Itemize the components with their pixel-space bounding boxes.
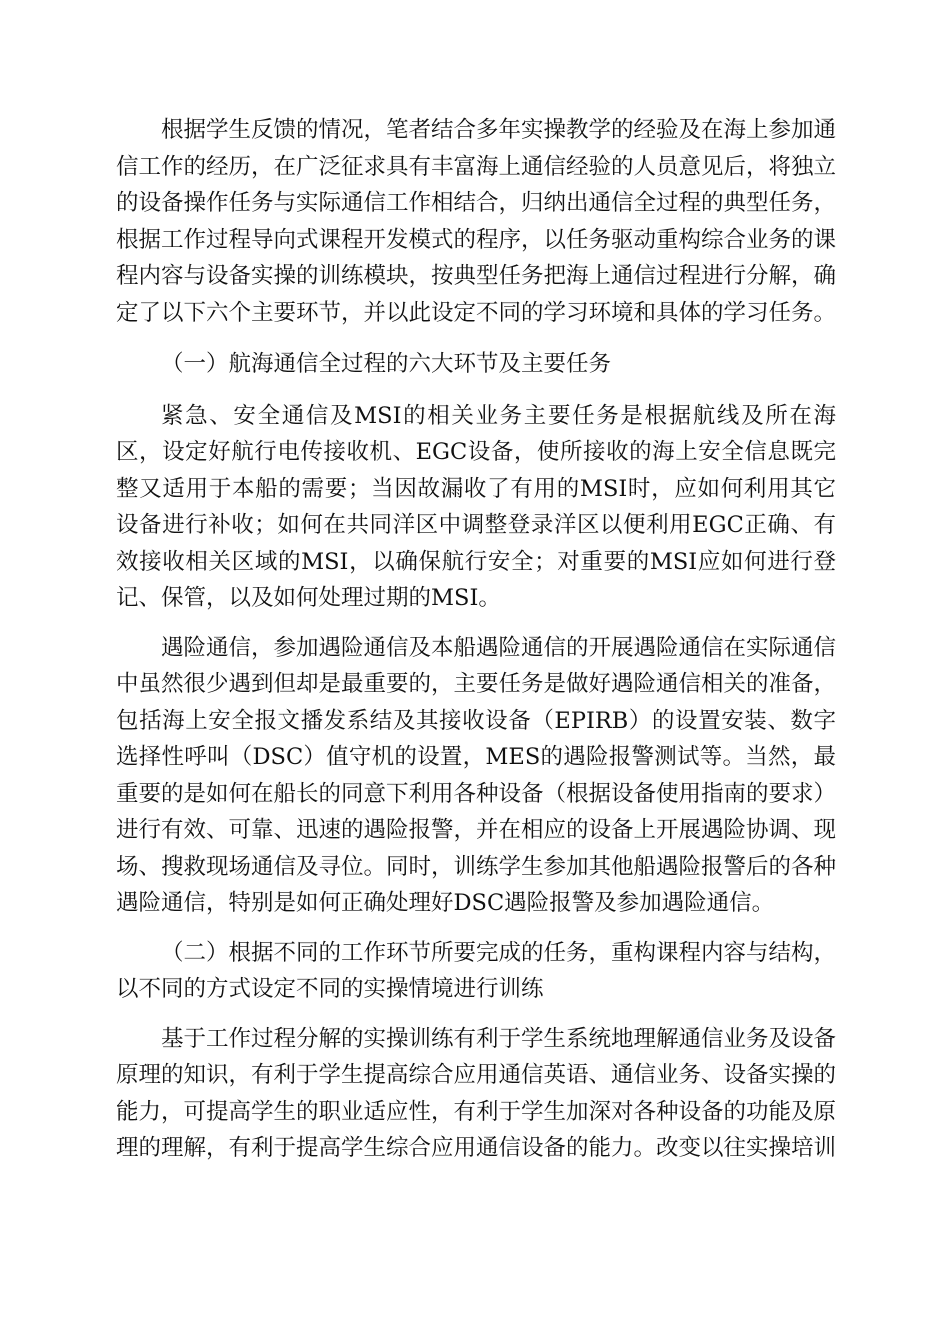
- section-heading-one: （一）航海通信全过程的六大环节及主要任务: [161, 351, 612, 377]
- document-body: [116, 112, 836, 1167]
- paragraph-msi-tasks: 紧急、安全通信及MSI的相关业务主要任务是根据航线及所在海区，设定好航行电传接收机、EGC设备，使所接收的海上安全信息既完整又适用于本船的需要；当因故漏收了有用的MSI时，应如何利用其它设备进行补收；如何在共同洋区中调整登录洋区以便利用EGC正确、有效接收相关区域的MSI，以确保航行安全；对重要的MSI应如何进行登记、保管，以及如何处理过期的MSI。: [116, 402, 836, 611]
- paragraph-distress-communication: 遇险通信，参加遇险通信及本船遇险通信的开展遇险通信在实际通信中虽然很少遇到但却是最重要的，主要任务是做好遇险通信相关的准备，包括海上安全报文播发系结及其接收设备（EPIRB）的设置安装、数字选择性呼叫（DSC）值守机的设置，MES的遇险报警测试等。当然，最重要的是如何在船长的同意下利用各种设备（根据设备使用指南的要求）进行有效、可靠、迅速的遇险报警，并在相应的设备上开展遇险协调、现场、搜救现场通信及寻位。同时，训练学生参加其他船遇险报警后的各种遇险通信，特别是如何正确处理好DSC遇险报警及参加遇险通信。: [116, 634, 837, 916]
- section-heading-two: （二）根据不同的工作环节所要完成的任务，重构课程内容与结构，以不同的方式设定不同的实操情境进行训练: [116, 939, 837, 1002]
- paragraph-intro: 根据学生反馈的情况，笔者结合多年实操教学的经验及在海上参加通信工作的经历，在广泛征求具有丰富海上通信经验的人员意见后，将独立的设备操作任务与实际通信工作相结合，归纳出通信全过程的典型任务，根据工作过程导向式课程开发模式的程序，以任务驱动重构综合业务的课程内容与设备实操的训练模块，按典型任务把海上通信过程进行分解，确定了以下六个主要环节，并以此设定不同的学习环境和具体的学习任务。: [116, 117, 837, 326]
- paragraph-training-benefits: 基于工作过程分解的实操训练有利于学生系统地理解通信业务及设备原理的知识，有利于学生提高综合应用通信英语、通信业务、设备实操的能力，可提高学生的职业适应性，有利于学生加深对各种设备的功能及原理的理解，有利于提高学生综合应用通信设备的能力。改变以往实操培训: [116, 1025, 837, 1161]
